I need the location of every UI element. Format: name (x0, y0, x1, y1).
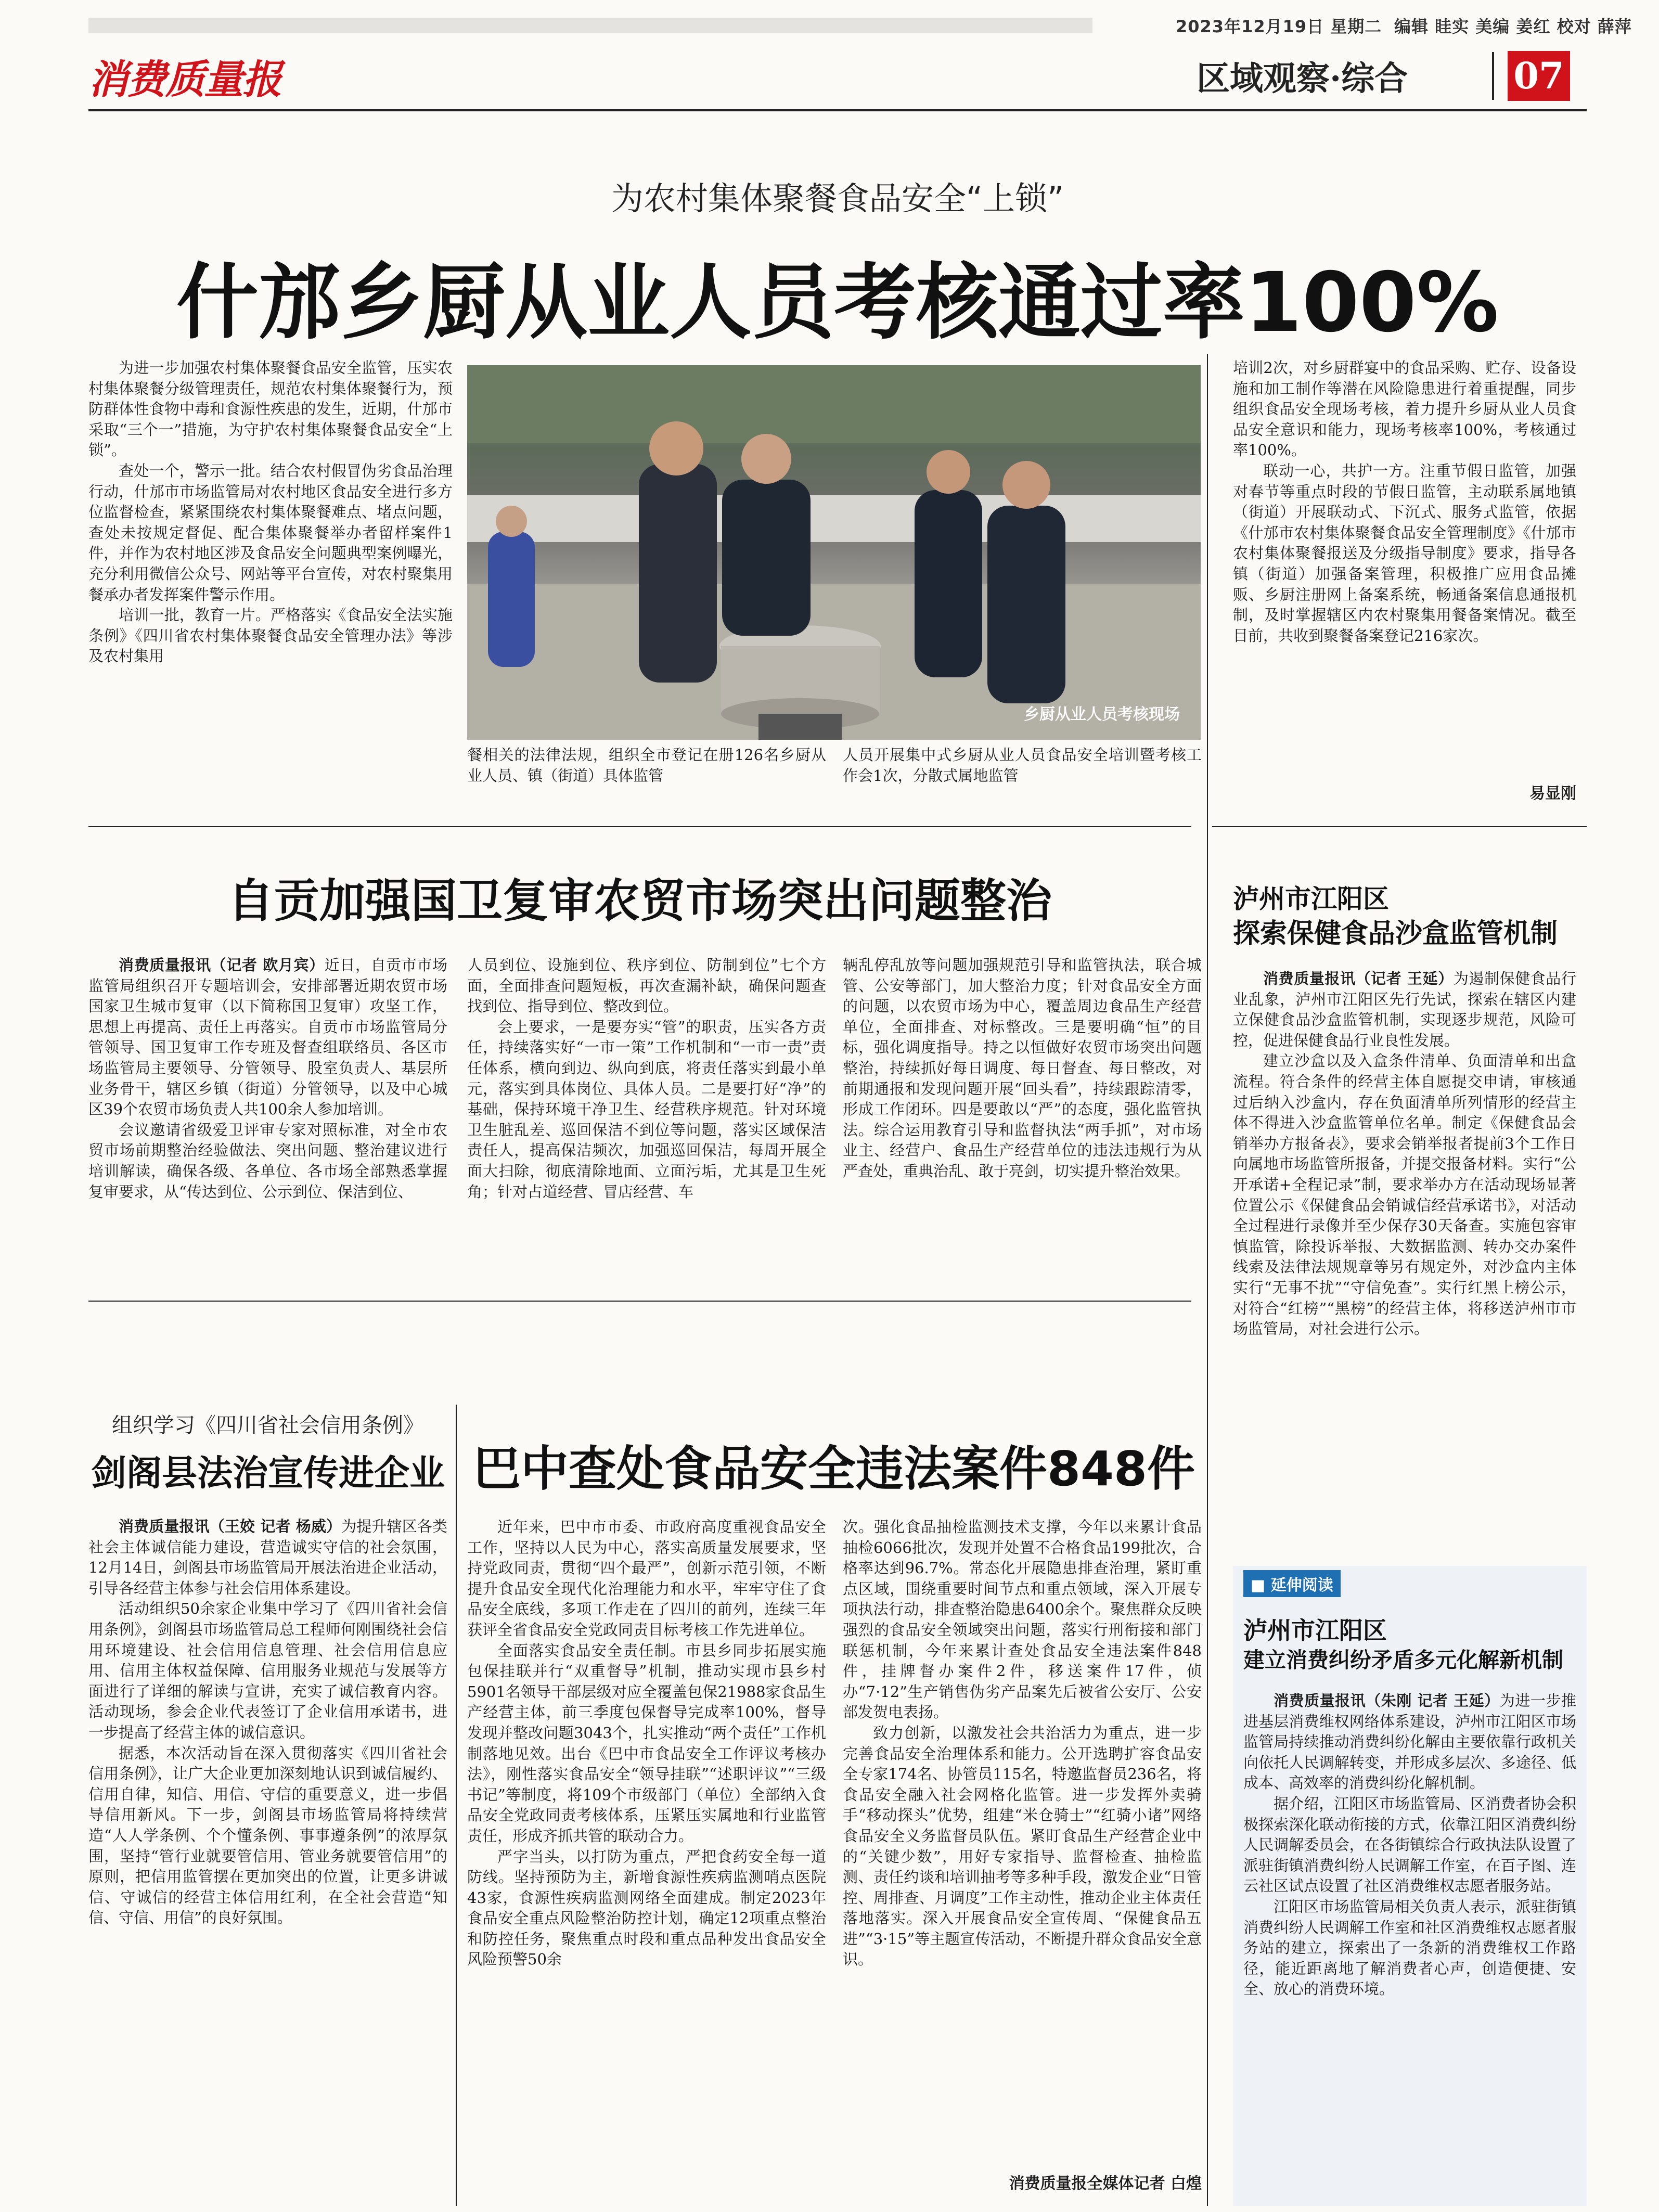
inspection-scene-illustration (467, 365, 1201, 740)
header-rule (88, 109, 1587, 111)
photo-caption: 乡厨从业人员考核现场 (1024, 705, 1180, 724)
divider-1b (1212, 826, 1587, 827)
article3-title-line1: 泸州市江阳区 (1233, 884, 1389, 914)
article4-body: 消费质量报讯（王姣 记者 杨威）为提升辖区各类社会主体诚信能力建设，营造诚实守信的社会氛围，12月14日，剑阁县市场监管局开展法治进企业活动，引导各经营主体参与社会信用体系建设。 活动组织50余家企业集中学习了《四川省社会信用条例》，剑阁县市场监管局总工程师何刚围绕社会信用环境建设、社会信用信息管理、社会信用信息应用、信用主体权益保障、信用服务业规范与发展等方面进行了详细的解读与宣讲，充实了诚信教育内容。活动现场，参会企业代表签订了企业信用承诺书，进一步提高了经营主体的诚信意识。 据悉，本次活动旨在深入贯彻落实《四川省社会信用条例》，让广大企业更加深刻地认识到诚信履约、信用自律，知信、用信、守信的重要意义，进一步倡导信用新风。下一步，剑阁县市场监管局将持续营造“人人学条例、个个懂条例、事事遵条例”的浓厚氛围，坚持“管行业就要管信用、管业务就要管信用”的原则，把信用监管摆在更加突出的位置，让更多讲诚信、守诚信的经营主体信用红利，在全社会营造“知信、守信、用信”的良好氛围。 (88, 1517, 447, 1927)
article3-title-line2: 探索保健食品沙盒监管机制 (1233, 918, 1558, 949)
article5-headline: 巴中查处食品安全违法案件848件 (472, 1441, 1195, 1497)
article2-headline: 自贡加强国卫复审农贸市场突出问题整治 (227, 874, 1052, 928)
extended-reading-tag: ■ 延伸阅读 (1243, 1570, 1341, 1597)
article5-column-1: 近年来，巴中市市委、市政府高度重视食品安全工作，坚持以人民为中心，落实高质量发展要求，坚持党政同责，贯彻“四个最严”，创新示范引领，不断提升食品安全现代化治理能力和水平，牢牢守住了食品安全底线，多项工作走在了四川的前列，连续三年获评全省食品安全党政同责目标考核工作先进单位。 全面落实食品安全责任制。市县乡同步拓展实施包保挂联并行“双重督导”机制，推动实现市县乡村5901名领导干部层级对应全覆盖包保21988家食品生产经营主体，前三季度包保督导完成率100%，督导发现并整改问题3043个，扎实推动“两个责任”工作机制落地见效。出台《巴中市食品安全工作评议考核办法》，刚性落实食品安全“领导挂联”“述职评议”“三级书记”等制度，将109个市级部门（单位）全部纳入食品安全党政同责考核体系，压紧压实属地和行业监管责任，形成齐抓共管的联动合力。 严字当头，以打防为重点，严把食药安全每一道防线。坚持预防为主，新增食源性疾病监测哨点医院43家，食源性疾病监测网络全面建成。制定2023年食品安全重点风险整治防控计划，确定12项重点整治和防控任务，聚焦重点时段和重点品种发出食品安全风险预警50余 (467, 1518, 826, 1969)
article2-column-1: 消费质量报讯（记者 欧月宾）近日，自贡市市场监管局组织召开专题培训会，安排部署近期农贸市场国家卫生城市复审（以下简称国卫复审）攻坚工作，思想上再提高、责任上再落实。自贡市市场监管局分管领导、国卫复审工作专班及督查组联络员、各区市场监管局主要领导、分管领导、股室负责人、基层所业务骨干，辖区乡镇（街道）分管领导，以及中心城区39个农贸市场负责人共100余人参加培训。 会议邀请省级爱卫评审专家对照标准，对全市农贸市场前期整治经验做法、突出问题、整治建议进行培训解读，确保各级、各单位、各市场全部熟悉掌握复审要求，从“传达到位、公示到位、保洁到位、 (88, 956, 447, 1201)
article5-column-2: 次。强化食品抽检监测技术支撑，今年以来累计食品抽检6066批次，发现并处置不合格食品199批次，合格率达到96.7%。常态化开展隐患排查治理，紧盯重点区域，围绕重要时间节点和重点领域，深入开展专项执法行动，排查整治隐患6400余个。聚焦群众反映强烈的食品安全领域突出问题，落实行刑衔接和部门联惩机制，今年来累计查处食品安全违法案件848件，挂牌督办案件2件，移送案件17件，侦办“7·12”生产销售伪劣产品案先后被省公安厅、公安部发贺电表扬。 致力创新，以激发社会共治活力为重点，进一步完善食品安全治理体系和能力。公开选聘扩容食品安全专家174名、协管员115名，特邀监督员236名，将食品安全融入社会网格化监管。进一步发挥外卖骑手“移动探头”优势，组建“米仓骑士”“红骑小诸”网络食品安全义务监督员队伍。紧盯食品生产经营企业中的“关键少数”，用好专家指导、监督检查、抽检监测、责任约谈和培训抽考等多种手段，激发企业“日管控、周排查、月调度”工作主动性，推动企业主体责任落地落实。深入开展食品安全宣传周、“保健食品五进”“3·15”等主题宣传活动，不断提升群众食品安全意识。 (843, 1518, 1202, 1969)
page-number: 07 (1508, 51, 1570, 101)
article4-headline: 剑阁县法治宣传进企业 (91, 1453, 445, 1494)
article1-column-4: 培训2次，对乡厨群宴中的食品采购、贮存、设备设施和加工制作等潜在风险隐患进行着重提醒，同步组织食品安全现场考核，着力提升乡厨从业人员食品安全意识和能力，现场考核率100%，考核通过率100%。 联动一心，共护一方。注重节假日监管，加强对春节等重点时段的节假日监管，主动联系属地镇（街道）开展联动式、下沉式、服务式监管，依据《什邡市农村集体聚餐食品安全管理制度》《什邡市农村集体聚餐报送及分级指导制度》要求，指导各镇（街道）加强备案管理，积极推广应用食品摊贩、乡厨注册网上备案系统，畅通备案信息通报机制，及时掌握辖区内农村聚集用餐备案情况。截至目前，共收到聚餐备案登记216家次。 (1233, 359, 1576, 645)
article1-headline: 什邡乡厨从业人员考核通过率100% (176, 255, 1499, 351)
article6-title-line2: 建立消费纠纷矛盾多元化解新机制 (1243, 1648, 1563, 1673)
divider-1 (88, 826, 1191, 827)
header-divider (1492, 52, 1494, 100)
divider-2 (88, 1301, 1191, 1302)
left-column-divider (456, 1405, 457, 2206)
header-band (88, 18, 1092, 33)
article1-kicker: 为农村集体聚餐食品安全“上锁” (611, 179, 1064, 217)
newspaper-logo: 消费质量报 (88, 56, 281, 102)
article5-author: 消费质量报全媒体记者 白煌 (1009, 2175, 1202, 2193)
article6-body: 消费质量报讯（朱刚 记者 王延）为进一步推进基层消费维权网络体系建设，泸州市江阳区市场监管局持续推动消费纠纷化解由主要依靠行政机关向依托人民调解转变，并形成多层次、多途径、低成本、高效率的消费纠纷化解机制。 据介绍，江阳区市场监管局、区消费者协会积极探索深化联动衔接的方式，依靠江阳区消费纠纷人民调解委员会，在各街镇综合行政执法队设置了派驻街镇消费纠纷人民调解工作室，在百子图、连云社区试点设置了社区消费维权志愿者服务站。 江阳区市场监管局相关负责人表示，派驻街镇消费纠纷人民调解工作室和社区消费维权志愿者服务站的建立，探索出了一条新的消费维权工作路径，能近距离地了解消费者心声，创造便捷、安全、放心的消费环境。 (1243, 1692, 1576, 1998)
article1-author: 易显刚 (1529, 785, 1576, 803)
article2-column-2: 人员到位、设施到位、秩序到位、防制到位”七个方面，全面排查问题短板，再次查漏补缺，确保问题查找到位、指导到位、整改到位。 会上要求，一是要夯实“管”的职责，压实各方责任，持续落实好“一市一策”工作机制和“一市一责”责任体系，横向到边、纵向到底，将责任落实到最小单元，落实到具体岗位、具体人员。二是要打好“净”的基础，保持环境干净卫生、经营秩序规范。针对环境卫生脏乱差、巡回保洁不到位等问题，落实区域保洁责任人，提高保洁频次，加强巡回保洁，每周开展全面大扫除，彻底清除地面、立面污垢，尤其是卫生死角；针对占道经营、冒店经营、车 (467, 956, 826, 1201)
article6-title-line1: 泸州市江阳区 (1243, 1616, 1387, 1644)
extended-reading-box (1233, 1566, 1587, 2206)
article4-kicker: 组织学习《四川省社会信用条例》 (112, 1413, 424, 1437)
section-title: 区域观察·综合 (1197, 59, 1408, 98)
editor-credits: 编辑 眭实 美编 姜红 校对 薛萍 (1394, 17, 1632, 36)
article3-body: 消费质量报讯（记者 王延）为遏制保健食品行业乱象，泸州市江阳区先行先试，探索在辖区内建立保健食品沙盒监管机制，实现逐步规范，风险可控，促进保健食品行业良性发展。 建立沙盒以及入盒条件清单、负面清单和出盒流程。符合条件的经营主体自愿提交申请，审核通过后纳入沙盒内，存在负面清单所列情形的经营主体不得进入沙盒监管单位名单。制定《保健食品会销举办方报备表》，要求会销举报者提前3个工作日向属地市场监管所报备，并提交报备材料。实行“公开承诺+全程记录”制，要求举办方在活动现场显著位置公示《保健食品会销诚信经营承诺书》，对活动全过程进行录像并至少保存30天备查。实施包容审慎监管，除投诉举报、大数据监测、转办交办案件线索及法律法规规章等另有规定外，对沙盒内主体实行“无事不扰”“守信免查”。实行红黑上榜公示，对符合“红榜”“黑榜”的经营主体，将移送泸州市市场监管局，对社会进行公示。 (1233, 970, 1576, 1338)
right-column-divider (1207, 354, 1208, 2206)
issue-date: 2023年12月19日 星期二 (1176, 17, 1382, 36)
article1-column-1: 为进一步加强农村集体聚餐食品安全监管，压实农村集体聚餐分级管理责任，规范农村集体聚餐行为，预防群体性食物中毒和食源性疾患的发生，近期，什邡市采取“三个一”措施，为守护农村集体聚餐食品安全“上锁”。 查处一个，警示一批。结合农村假冒伪劣食品治理行动，什邡市市场监管局对农村地区食品安全进行多方位监督检查，紧紧围绕农村集体聚餐难点、堵点问题，查处未按规定督促、配合集体聚餐举办者留样案件1件，并作为农村地区涉及食品安全问题典型案例曝光，充分利用微信公众号、网站等平台宣传，对农村聚集用餐承办者发挥案件警示作用。 培训一批，教育一片。严格落实《食品安全法实施条例》《四川省农村集体聚餐食品安全管理办法》等涉及农村集用 (88, 359, 453, 665)
article2-column-3: 辆乱停乱放等问题加强规范引导和监管执法，联合城管、公安等部门，加大整治力度；针对食品安全方面的问题，以农贸市场为中心，覆盖周边食品生产经营单位，全面排查、对标整改。三是要明确“恒”的目标，强化调度指导。持之以恒做好农贸市场突出问题整治，持续抓好每日调度、每日督查、每日整改，对前期通报和发现问题开展“回头看”，持续跟踪清零，形成工作闭环。四是要敢以“严”的态度，强化监管执法。综合运用教育引导和监督执法“两手抓”，对市场业主、经营户、食品生产经营单位的违法违规行为从严查处，重典治乱、敢于亮剑，切实提升整治效果。 (843, 956, 1202, 1180)
article1-photo (467, 365, 1201, 740)
article1-column-3: 人员开展集中式乡厨从业人员食品安全培训暨考核工作会1次，分散式属地监管 (843, 746, 1202, 785)
article1-column-2: 餐相关的法律法规，组织全市登记在册126名乡厨从业人员、镇（街道）具体监管 (467, 746, 826, 785)
square-icon: ■ (1251, 1576, 1271, 1594)
